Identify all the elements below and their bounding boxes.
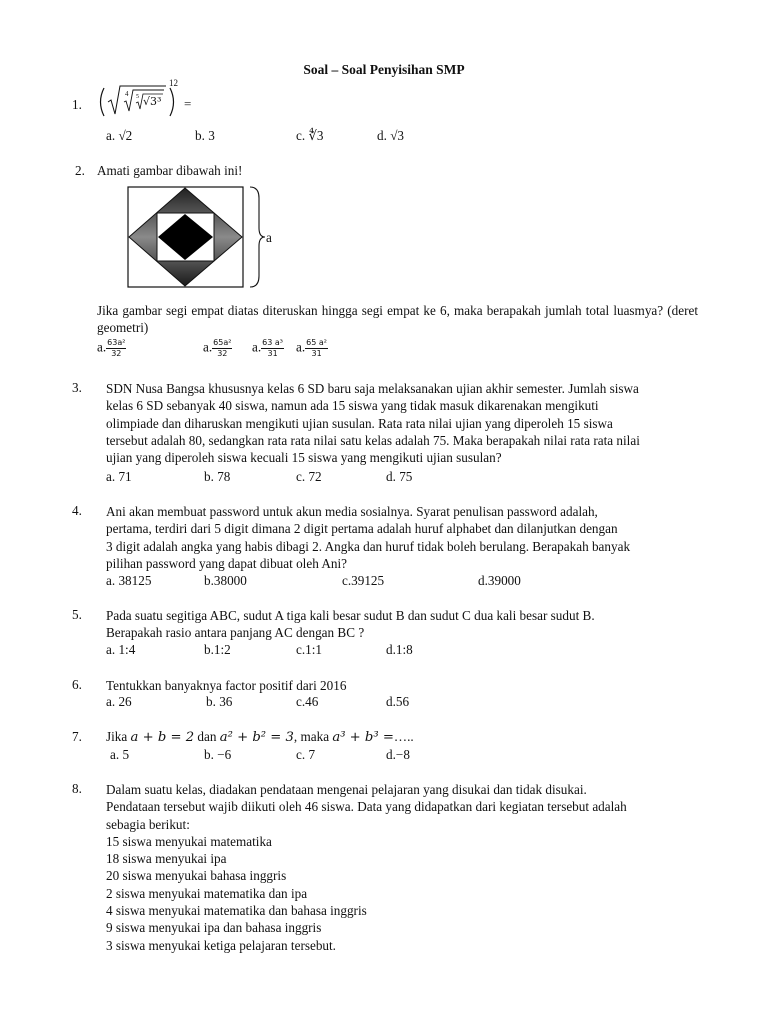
q1-option-d: d. √3 [377,128,405,143]
q8-line: Pendataan tersebut wajib diikuti oleh 46 siswa. Data yang didapatkan dari kegiatan tersebut adalah [106,799,627,815]
q8-line: 4 siswa menyukai matematika dan bahasa inggris [106,903,367,919]
q7-connector: dan [194,729,220,744]
q2-number: 2. [75,163,85,178]
q8-line: 9 siswa menyukai ipa dan bahasa inggris [106,920,322,936]
q2-option-2-fraction [212,338,232,359]
q6-option-c: c.46 [296,694,319,709]
q3-option-d: d. 75 [386,469,413,484]
q1-root-index-inner: 5 [136,94,139,100]
q4-option-c: c.39125 [342,573,385,588]
q8-line: 3 siswa menyukai ketiga pelajaran tersebut. [106,937,336,953]
q2-option-4-denominator: 31 [311,349,322,358]
q3-line: ujian yang diperoleh siswa kecuali 15 siswa yang mengikuti ujian susulan? [106,450,502,466]
q7-option-d: d.−8 [386,747,410,762]
q2-option-3-denominator: 31 [267,349,278,358]
q1-expression [96,78,206,120]
q8-line: 15 siswa menyukai matematika [106,833,272,849]
q2-option-1-fraction [106,338,126,359]
q6-body [106,677,698,694]
q6-option-a: a. 26 [106,694,132,709]
q2-option-2-numerator: 65a² [213,338,232,347]
q8-line: 18 siswa menyukai ipa [106,851,227,867]
q8-line: sebagia berikut: [106,816,190,832]
q3-body [106,380,698,466]
q4-option-b: b.38000 [204,573,247,588]
q2-option-1-denominator: 32 [111,349,122,358]
q1-option-b: b. 3 [195,128,215,143]
q2-option-1-prefix: a. [97,339,107,355]
q1-equals: = [184,96,192,111]
q2-option-1 [97,338,126,359]
q2-option-4-fraction [305,338,328,359]
q1-exponent: 12 [169,78,178,88]
q2-figure [125,186,285,290]
q7-option-b: b. −6 [204,747,232,762]
q2-body: Jika gambar segi empat diatas diteruskan hingga segi empat ke 6, maka berapakah jumlah total luasmya? (deret geometri) [97,303,698,336]
q2-option-4 [296,338,328,359]
q7-option-c: c. 7 [296,747,316,762]
q2-prompt: Amati gambar dibawah ini! [97,163,243,178]
q2-option-1-numerator: 63a² [107,338,126,347]
q1-number: 1. [72,97,82,112]
q6-line: Tentukkan banyaknya factor positif dari 2016 [106,678,347,693]
q1-option-c: c. ∜3 [296,128,324,143]
q4-line: 3 digit adalah angka yang habis dibagi 2. Angka dan huruf tidak boleh berulang. Berapakah banyak [106,538,631,554]
page-title: Soal – Soal Penyisihan SMP [303,62,465,77]
q5-line: Pada suatu segitiga ABC, sudut A tiga kali besar sudut B dan sudut C dua kali besar sudut B. [106,608,595,623]
q7-suffix: ….. [393,729,414,744]
q7-option-a: a. 5 [110,747,130,762]
q2-option-2 [203,338,232,359]
q4-option-a: a. 38125 [106,573,152,588]
q5-option-b: b.1:2 [204,642,231,657]
q7-connector-2: , maka [293,729,333,744]
q5-option-d: d.1:8 [386,642,413,657]
nested-squares-figure [125,186,285,290]
q2-figure-label: a [266,230,272,245]
q8-line: 2 siswa menyukai matematika dan ipa [106,885,308,901]
q7-equation-3: a³ + b³ = [332,730,394,745]
q7-equation-1: a + b = 2 [130,730,195,745]
q5-option-a: a. 1:4 [106,642,136,657]
q2-option-2-denominator: 32 [217,349,228,358]
q4-line: Ani akan membuat password untuk akun media sosialnya. Syarat penulisan password adalah, [106,504,598,519]
q3-line: kelas 6 SD sebanyak 40 siswa, namun ada 15 siswa yang tidak masuk dikarenakan mengikuti [106,398,599,414]
q2-option-2-prefix: a. [203,339,213,355]
q8-number: 8. [72,781,82,796]
q7-prefix: Jika [106,729,131,744]
q8-line: 20 siswa menyukai bahasa inggris [106,868,287,884]
q2-option-3 [252,338,284,359]
q2-option-3-fraction [261,338,284,359]
q2-option-3-numerator: 63 a³ [262,338,283,347]
q6-number: 6. [72,677,82,692]
q4-number: 4. [72,503,82,518]
q3-number: 3. [72,380,82,395]
q1-radicand: √3³ [143,95,162,108]
q3-line: tersebut adalah 80, sedangkan rata rata nilai satu kelas adalah 75. Maka berapakah nilai rata rata nilai [106,432,640,448]
q4-line: pertama, terdiri dari 5 digit dimana 2 digit pertama adalah huruf alphabet dan dilanjutkan dengan [106,521,618,537]
q3-option-c: c. 72 [296,469,322,484]
q2-option-3-prefix: a. [252,339,262,355]
q5-body [106,607,698,642]
q1-root-index-outer: 4 [125,90,129,98]
q4-option-d: d.39000 [478,573,521,588]
q7-equation-2: a² + b² = 3 [219,730,294,745]
q6-option-b: b. 36 [206,694,233,709]
q5-number: 5. [72,607,82,622]
q5-line: Berapakah rasio antara panjang AC dengan BC ? [106,625,365,641]
q7-body [106,729,414,745]
q3-option-a: a. 71 [106,469,132,484]
q2-option-4-numerator: 65 a² [306,338,327,347]
q8-line: Dalam suatu kelas, diadakan pendataan mengenai pelajaran yang disukai dan tidak disukai. [106,782,587,797]
q1-option-a: a. √2 [106,128,133,143]
q3-line: SDN Nusa Bangsa khususnya kelas 6 SD baru saja melaksanakan ujian akhir semester. Jumlah siswa [106,381,639,396]
q3-line: olimpiade dan diharuskan mengikuti ujian susulan. Rata rata nilai ujian yang diperoleh 15 siswa [106,415,613,431]
q4-line: pilihan password yang dapat dibuat oleh Ani? [106,555,347,571]
q5-option-c: c.1:1 [296,642,323,657]
q8-body [106,781,698,954]
q7-number: 7. [72,729,82,744]
q2-option-4-prefix: a. [296,339,306,355]
q6-option-d: d.56 [386,694,410,709]
q4-body [106,503,698,572]
q3-option-b: b. 78 [204,469,231,484]
